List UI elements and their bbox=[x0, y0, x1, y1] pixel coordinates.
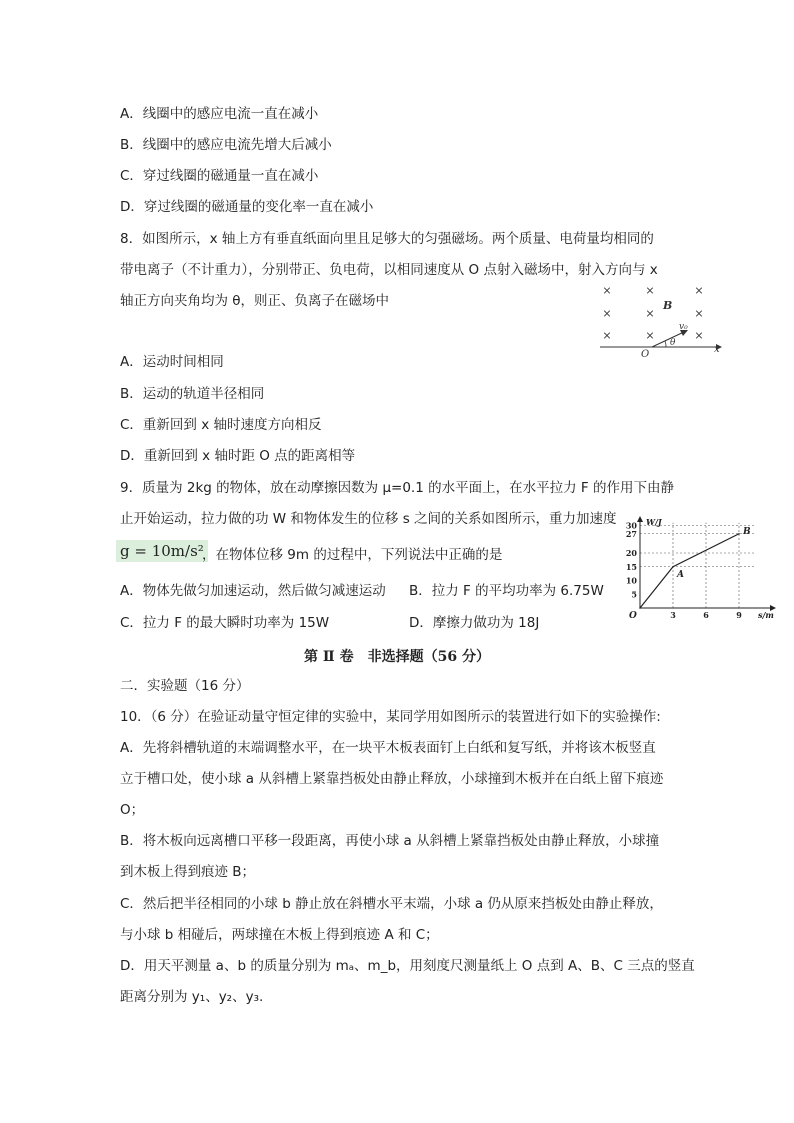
q8-option-a: A．运动时间相同 bbox=[120, 354, 224, 370]
y-tick-label: 30 bbox=[625, 520, 637, 531]
point-label: B bbox=[743, 526, 751, 537]
y-tick-label: 27 bbox=[625, 528, 637, 539]
series-line bbox=[640, 534, 739, 608]
field-cross: × bbox=[645, 307, 655, 320]
field-cross: × bbox=[694, 329, 704, 342]
y-tick-label: 20 bbox=[625, 548, 637, 558]
work-displacement-chart bbox=[620, 512, 784, 624]
q8-option-b: B．运动的轨道半径相同 bbox=[120, 386, 265, 402]
q9-option-a: A．物体先做匀加速运动，然后做匀减速运动 bbox=[120, 583, 386, 599]
q7-option-a: A．线圈中的感应电流一直在减小 bbox=[120, 106, 319, 122]
field-cross: × bbox=[645, 329, 655, 342]
q10-step-a-line2: 立于槽口处，使小球 a 从斜槽上紧靠挡板处由静止释放，小球撞到木板并在白纸上留下痕迹 bbox=[120, 771, 664, 787]
chart-origin-label: O bbox=[629, 611, 637, 621]
q9-option-c: C．拉力 F 的最大瞬时功率为 15W bbox=[120, 615, 330, 631]
q9-stem-line2: 止开始运动，拉力做的功 W 和物体发生的位移 s 之间的关系如图所示，重力加速度 bbox=[120, 511, 617, 527]
y-tick-label: 5 bbox=[631, 589, 637, 600]
section-heading: 第 Ⅱ 卷 非选择题（56 分） bbox=[304, 649, 490, 665]
y-tick-label: 15 bbox=[625, 561, 637, 572]
angle-arc bbox=[665, 341, 666, 347]
q10-step-b-line1: B．将木板向远离槽口平移一段距离，再使小球 a 从斜槽上紧靠挡板处由静止释放，小球撞 bbox=[120, 833, 660, 849]
q8-stem-line2: 带电离子（不计重力），分别带正、负电荷，以相同速度从 O 点射入磁场中，射入方向与 x bbox=[120, 262, 658, 278]
q8-option-c: C．重新回到 x 轴时速度方向相反 bbox=[120, 417, 322, 433]
velocity-label: v₀ bbox=[679, 322, 688, 332]
q10-step-d-line1: D．用天平测量 a、b 的质量分别为 mₐ、m_b，用刻度尺测量纸上 O 点到 A、B、C 三点的竖直 bbox=[120, 958, 695, 974]
data-point bbox=[672, 566, 674, 568]
q9-stem-line3: ，在物体位移 9m 的过程中，下列说法中正确的是 bbox=[202, 547, 503, 563]
chart-ylabel: W/J bbox=[646, 517, 662, 527]
q7-option-d: D．穿过线圈的磁通量的变化率一直在减小 bbox=[120, 199, 374, 215]
data-point bbox=[639, 607, 641, 609]
chart-grid bbox=[640, 523, 756, 608]
field-cross: × bbox=[602, 284, 612, 297]
x-tick-label: 6 bbox=[703, 610, 709, 620]
field-cross: × bbox=[645, 284, 655, 297]
q7-option-b: B．线圈中的感应电流先增大后减小 bbox=[120, 137, 332, 153]
q10-step-a-line1: A．先将斜槽轨道的末端调整水平，在一块平木板表面钉上白纸和复写纸，并将该木板竖直 bbox=[120, 740, 656, 756]
q9-option-b: B．拉力 F 的平均功率为 6.75W bbox=[409, 583, 604, 599]
q10-step-b-line2: 到木板上得到痕迹 B； bbox=[120, 864, 256, 880]
q10-step-a-line3: O； bbox=[120, 802, 145, 818]
field-label-b: B bbox=[663, 299, 673, 312]
data-point bbox=[738, 533, 740, 535]
magnetic-field-figure bbox=[596, 278, 726, 358]
q8-stem-line3: 轴正方向夹角均为 θ，则正、负离子在磁场中 bbox=[120, 293, 390, 309]
q8-stem-line1: 8．如图所示，x 轴上方有垂直纸面向里且足够大的匀强磁场。两个质量、电荷量均相同的 bbox=[120, 231, 654, 247]
velocity-vector bbox=[652, 331, 686, 347]
q10-step-d-line2: 距离分别为 y₁、y₂、y₃. bbox=[120, 989, 264, 1005]
point-label: A bbox=[677, 569, 684, 580]
q8-option-d: D．重新回到 x 轴时距 O 点的距离相等 bbox=[120, 448, 356, 464]
q10-step-c-line1: C．然后把半径相同的小球 b 静止放在斜槽水平末端，小球 a 仍从原来挡板处由静止释放， bbox=[120, 896, 663, 912]
field-cross: × bbox=[602, 329, 612, 342]
q7-option-c: C．穿过线圈的磁通量一直在减小 bbox=[120, 168, 319, 184]
field-cross: × bbox=[602, 307, 612, 320]
chart-xlabel: s/m bbox=[758, 610, 774, 620]
chart-y-axis-arrow bbox=[637, 516, 643, 522]
q9-stem-line1: 9．质量为 2kg 的物体，放在动摩擦因数为 μ=0.1 的水平面上，在水平拉力 F 的作用下由静 bbox=[120, 480, 674, 496]
y-tick-label: 10 bbox=[625, 575, 637, 586]
x-axis-label: x bbox=[714, 344, 720, 355]
field-cross: × bbox=[694, 307, 704, 320]
field-cross: × bbox=[694, 284, 704, 297]
q10-step-c-line2: 与小球 b 相碰后，两球撞在木板上得到痕迹 A 和 C； bbox=[120, 927, 439, 943]
part-title: 二．实验题（16 分） bbox=[120, 678, 250, 694]
x-tick-label: 3 bbox=[670, 610, 676, 620]
x-tick-label: 9 bbox=[736, 610, 742, 620]
angle-label: θ bbox=[670, 338, 676, 348]
q9-option-d: D．摩擦力做功为 18J bbox=[409, 615, 540, 631]
gravity-formula: g = 10m/s² bbox=[116, 540, 208, 562]
q10-stem: 10．（6 分）在验证动量守恒定律的实验中，某同学用如图所示的装置进行如下的实验操作: bbox=[120, 709, 661, 725]
origin-label: O bbox=[641, 349, 650, 358]
